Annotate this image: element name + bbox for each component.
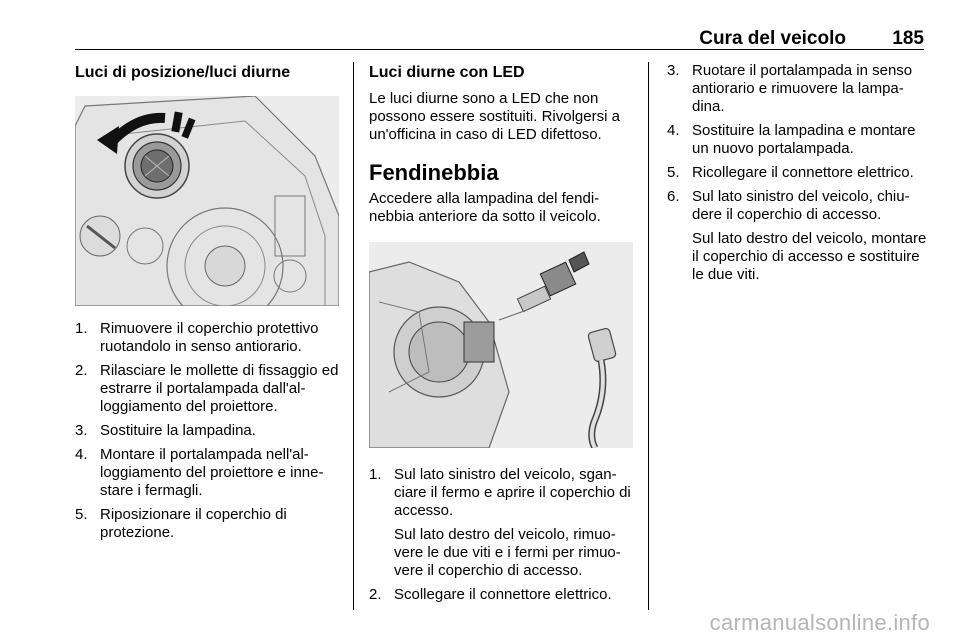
column-divider — [648, 62, 649, 610]
section-title: Cura del veicolo — [699, 28, 846, 49]
list-item: 1. Sul lato sinistro del veicolo, sgan-ciare il fermo e aprire il coperchio di accesso. Sul lato destro del veicolo, rimuo-vere le due viti e i fermi per rimuo-vere il coperchio di accesso. — [369, 466, 631, 579]
headlamp-drawing — [75, 96, 339, 306]
list-item: 3. Ruotare il portalampada in senso antiorario e rimuovere la lampa-dina. — [667, 62, 913, 115]
list-item: 6. Sul lato sinistro del veicolo, chiu-dere il coperchio di accesso. Sul lato destro del veicolo, montare il coperchio di accesso e sostituire le due viti. — [667, 188, 927, 283]
page-number: 185 — [892, 28, 924, 49]
list-item: 4. Montare il portalampada nell'al-loggiamento del proiettore e inne-stare i fermagli. — [75, 446, 324, 499]
fog-lamp-illustration — [369, 242, 633, 448]
led-intro: Le luci diurne sono a LED che non possono essere sostituiti. Rivolgersi a un'officina in caso di LED difettoso. — [369, 90, 620, 143]
heading-led-drl: Luci diurne con LED — [369, 64, 525, 81]
column-left — [75, 62, 339, 548]
list-item: 1. Rimuovere il coperchio protettivo ruotandolo in senso antiorario. — [75, 320, 319, 355]
list-item: 2. Scollegare il connettore elettrico. — [369, 586, 612, 603]
heading-fog-lights: Fendinebbia — [369, 160, 499, 185]
column-middle — [369, 62, 633, 610]
fog-intro: Accedere alla lampadina del fendi-nebbia anteriore da sotto il veicolo. — [369, 190, 601, 225]
list-item: 4. Sostituire la lampadina e montare un nuovo portalampada. — [667, 122, 916, 157]
list-item: 3. Sostituire la lampadina. — [75, 422, 256, 439]
fog-lights-steps-continued — [667, 62, 929, 284]
list-item: 2. Rilasciare le mollette di fissaggio ed estrarre il portalampada dall'al-loggiamento del proiettore. — [75, 362, 339, 415]
list-item: 5. Ricollegare il connettore elettrico. — [667, 164, 914, 181]
fog-lights-steps — [369, 466, 633, 604]
position-lights-steps — [75, 320, 339, 542]
column-divider — [353, 62, 354, 610]
column-right — [667, 62, 929, 290]
heading-position-lights: Luci di posizione/luci diurne — [75, 64, 291, 81]
headlamp-illustration — [75, 96, 339, 306]
watermark: carmanualsonline.info — [709, 610, 930, 635]
page-header — [75, 28, 924, 50]
fog-lamp-drawing — [369, 242, 633, 448]
list-item: 5. Riposizionare il coperchio di protezione. — [75, 506, 287, 541]
